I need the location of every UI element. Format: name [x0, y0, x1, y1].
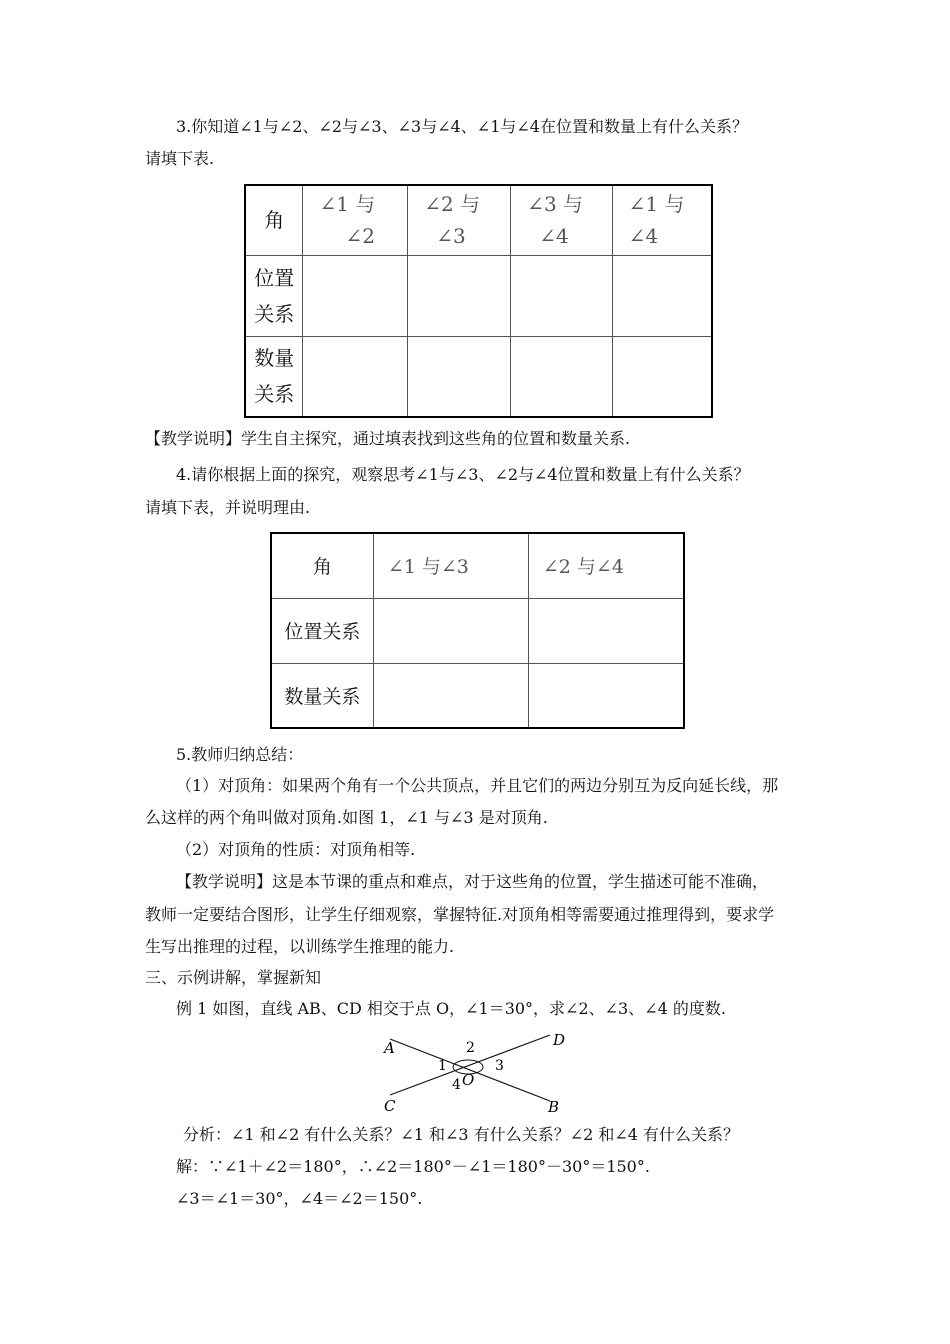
teaching-note-1: 【教学说明】学生自主探究，通过填表找到这些角的位置和数量关系. — [145, 429, 631, 448]
q4-line2: 请填下表，并说明理由. — [145, 498, 311, 517]
q3-line1: 3.你知道∠1与∠2、∠2与∠3、∠3与∠4、∠1与∠4在位置和数量上有什么关系？ — [176, 117, 748, 136]
q3-row-position: 位置 关系 — [245, 255, 303, 336]
q3-corner: 角 — [245, 185, 303, 255]
q3-line2: 请填下表. — [145, 149, 215, 168]
q3-header-2: ∠2 与 ∠3 — [408, 185, 511, 255]
q5-title: 5.教师归纳总结： — [176, 745, 304, 764]
q3-cell — [303, 255, 408, 336]
intersecting-lines-figure — [370, 1025, 580, 1115]
angle-label-2: 2 — [466, 1040, 475, 1056]
q3-cell — [408, 255, 511, 336]
q5-p1-line1: （1）对顶角：如果两个角有一个公共顶点，并且它们的两边分别互为反向延长线，那 — [176, 776, 779, 795]
q4-cell — [373, 598, 528, 663]
angle-label-1: 1 — [438, 1058, 447, 1074]
q4-row-position: 位置关系 — [271, 598, 373, 663]
example-1: 例 1 如图，直线 AB、CD 相交于点 O，∠1＝30°，求∠2、∠3、∠4 的度数. — [176, 999, 726, 1018]
label-O: O — [462, 1071, 475, 1089]
q3-cell — [511, 255, 612, 336]
q3-header-1: ∠1 与 ∠2 — [303, 185, 408, 255]
angle-label-4: 4 — [452, 1077, 461, 1093]
solution-line2: ∠3＝∠1＝30°，∠4＝∠2＝150°. — [176, 1189, 423, 1208]
q4-cell — [528, 663, 684, 728]
q4-header-1: ∠1 与∠3 — [373, 533, 528, 598]
q3-cell — [511, 336, 612, 417]
q4-cell — [373, 663, 528, 728]
solution-line1: 解：∵∠1＋∠2＝180°，∴∠2＝180°－∠1＝180°－30°＝150°. — [176, 1157, 650, 1176]
label-D: D — [553, 1031, 566, 1049]
q3-table — [244, 184, 713, 418]
q5-p1-line2: 么这样的两个角叫做对顶角.如图 1，∠1 与∠3 是对顶角. — [145, 808, 548, 827]
teaching-note-2-line3: 生写出推理的过程，以训练学生推理的能力. — [145, 937, 455, 956]
analysis: 分析：∠1 和∠2 有什么关系？∠1 和∠3 有什么关系？∠2 和∠4 有什么关系？ — [183, 1125, 740, 1144]
q4-cell — [528, 598, 684, 663]
q4-corner: 角 — [271, 533, 373, 598]
label-C: C — [384, 1097, 396, 1115]
teaching-note-2-line1: 【教学说明】这是本节课的重点和难点，对于这些角的位置，学生描述可能不准确， — [176, 872, 769, 891]
angle-label-3: 3 — [495, 1058, 504, 1074]
q4-row-quantity: 数量关系 — [271, 663, 373, 728]
section-heading: 三、示例讲解，掌握新知 — [145, 968, 322, 987]
q3-cell — [408, 336, 511, 417]
label-A: A — [384, 1039, 395, 1057]
q4-table — [270, 532, 685, 729]
q5-p2: （2）对顶角的性质：对顶角相等. — [176, 840, 416, 859]
q4-line1: 4.请你根据上面的探究，观察思考∠1与∠3、∠2与∠4位置和数量上有什么关系？ — [176, 465, 750, 484]
label-B: B — [548, 1098, 560, 1115]
q3-cell — [612, 255, 712, 336]
q3-header-4: ∠1 与 ∠4 — [612, 185, 712, 255]
q3-row-quantity: 数量 关系 — [245, 336, 303, 417]
q3-cell — [612, 336, 712, 417]
q3-cell — [303, 336, 408, 417]
q3-header-3: ∠3 与 ∠4 — [511, 185, 612, 255]
q4-header-2: ∠2 与∠4 — [528, 533, 684, 598]
teaching-note-2-line2: 教师一定要结合图形，让学生仔细观察，掌握特征.对顶角相等需要通过推理得到，要求学 — [145, 905, 775, 924]
